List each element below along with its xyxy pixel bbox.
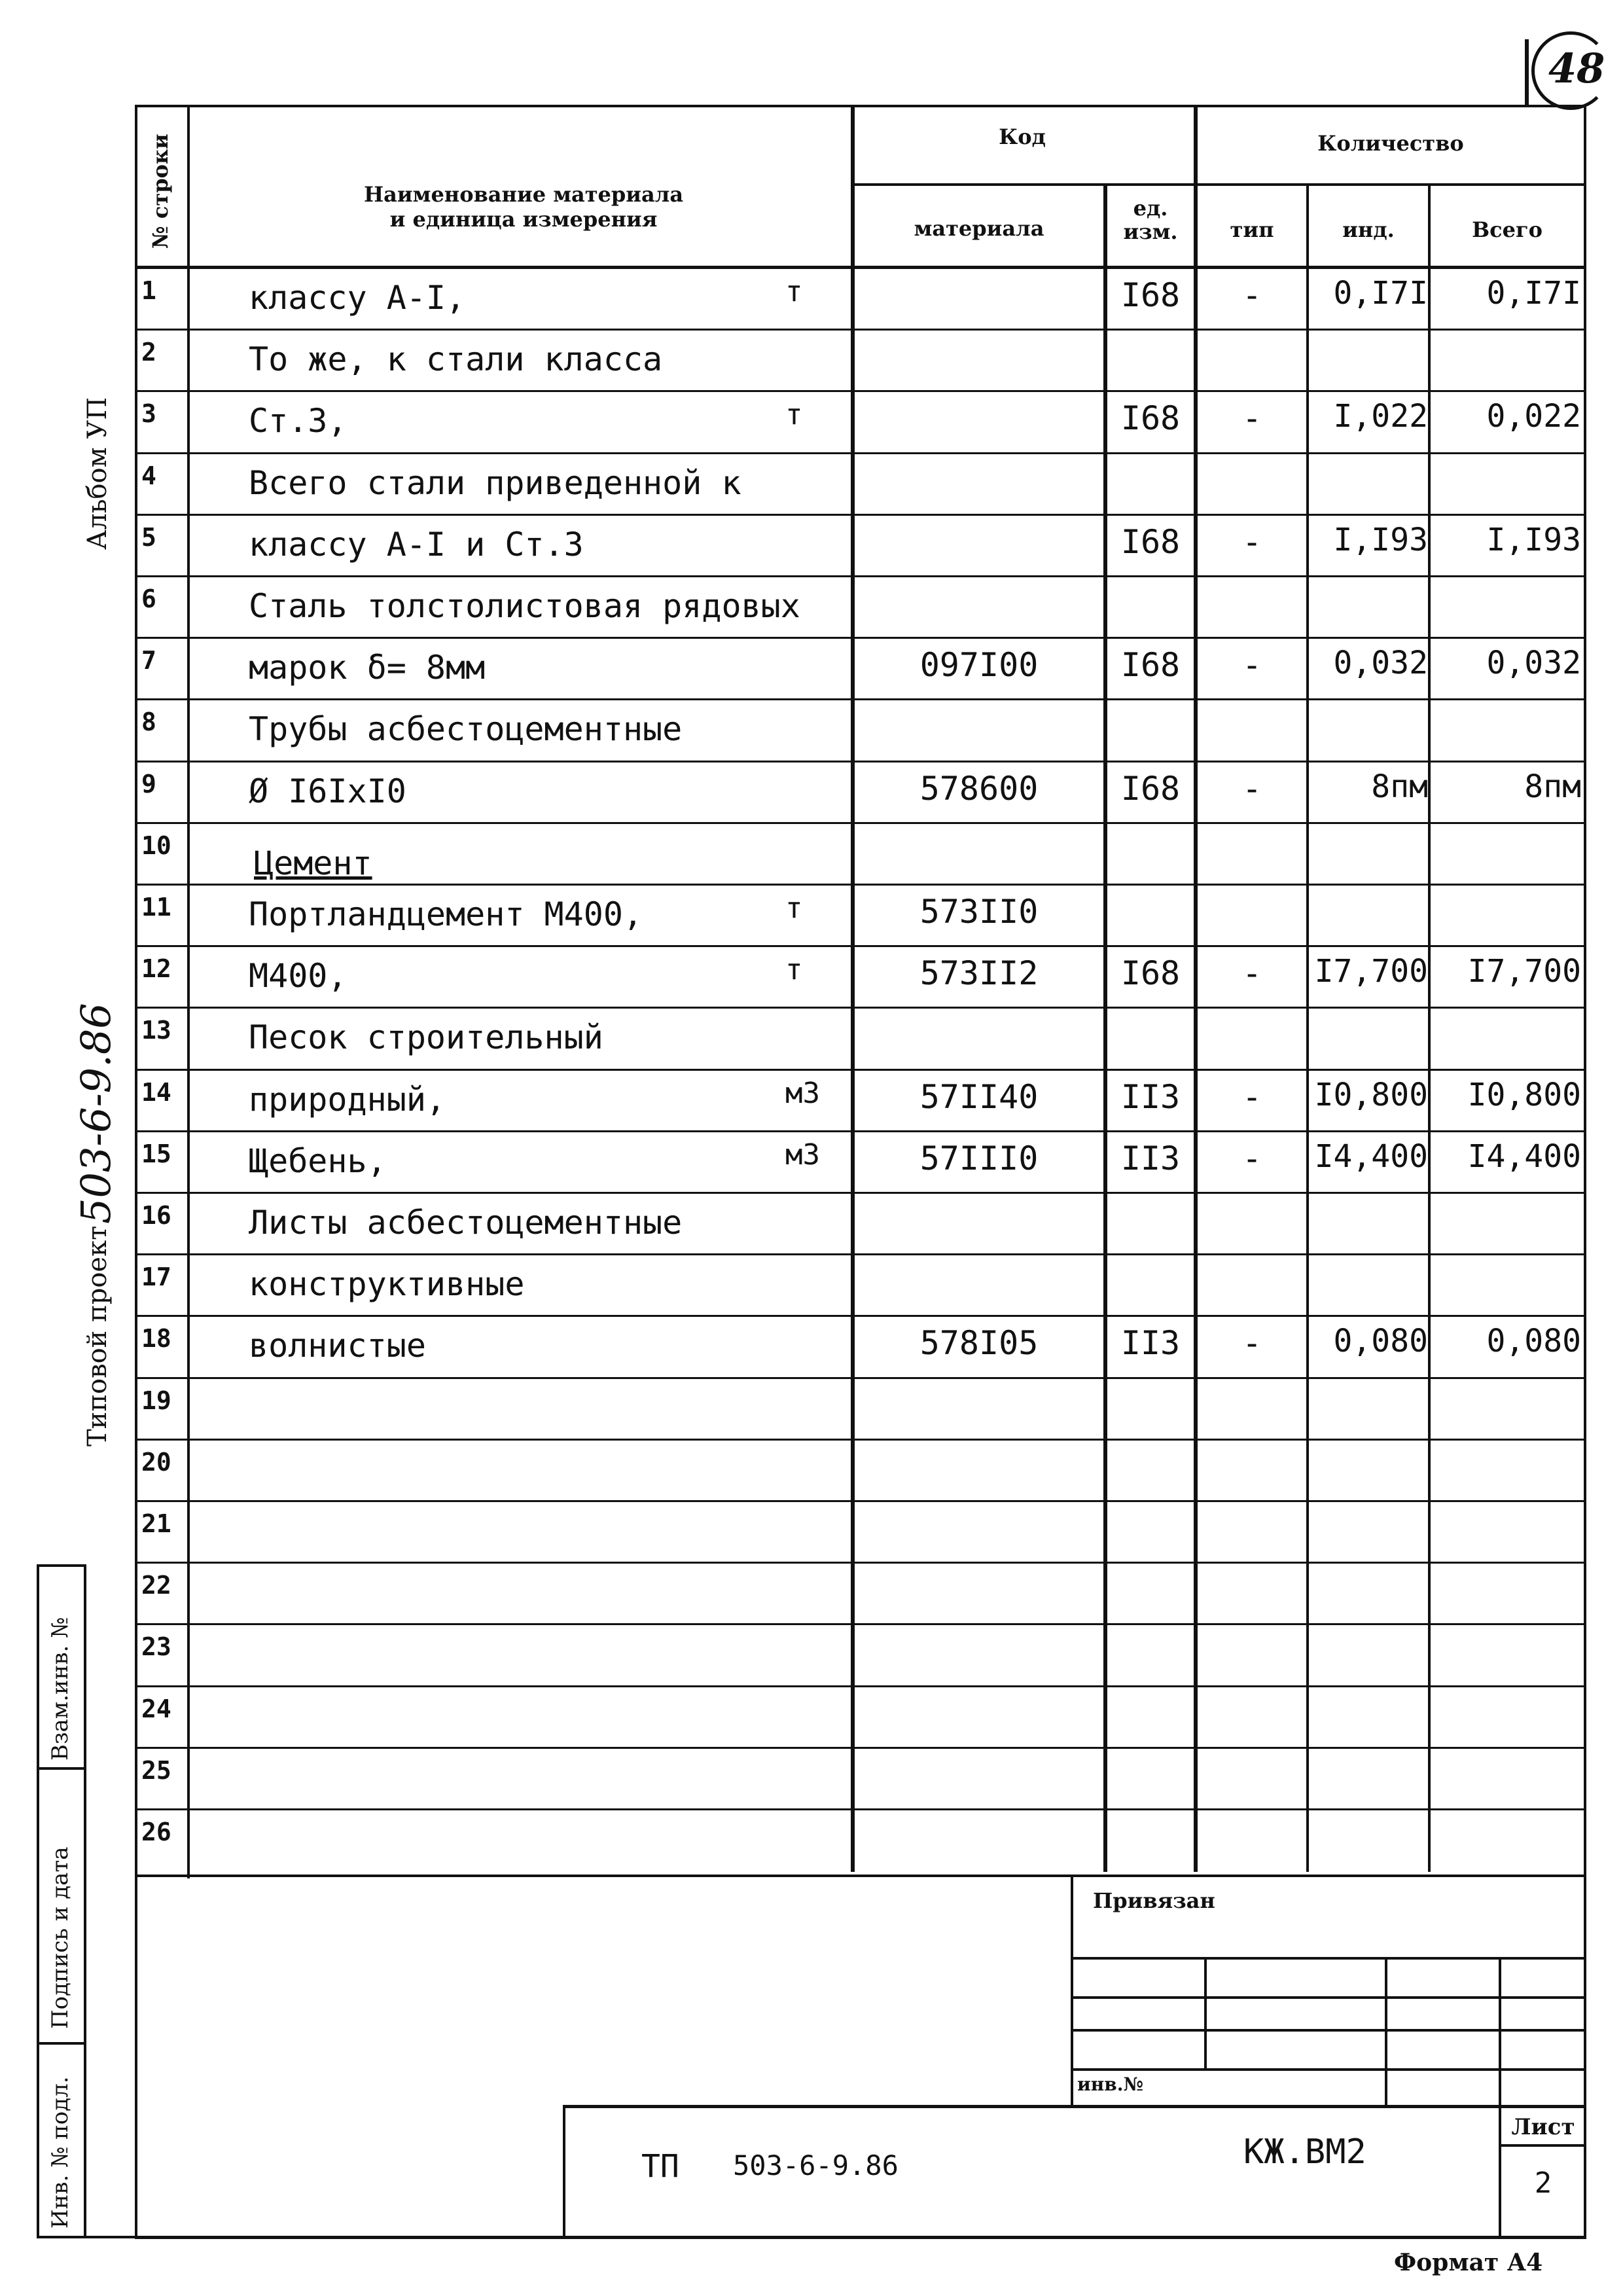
row-typ: - (1241, 1139, 1262, 1177)
row-unit: м3 (785, 1138, 820, 1172)
row-number: 12 (141, 954, 171, 983)
row-total: I4,400 (1467, 1138, 1581, 1175)
stamp-list-no: 2 (1534, 2166, 1552, 2200)
row-typ: - (1241, 646, 1262, 684)
row-ind: 0,080 (1333, 1323, 1428, 1359)
header-name: Наименование материала и единица измерения (363, 182, 684, 232)
row-number: 5 (141, 523, 156, 552)
stamp-inv-no: инв.№ (1077, 2073, 1143, 2095)
row-name: Трубы асбестоцементные (249, 710, 683, 748)
row-ed: I68 (1120, 523, 1181, 561)
row-number: 13 (141, 1016, 171, 1045)
row-ed: I68 (1120, 770, 1181, 808)
stamp-tp: ТП (641, 2148, 679, 2185)
header-code-group: Код (999, 124, 1046, 149)
row-typ: - (1241, 1324, 1262, 1362)
row-number: 24 (141, 1695, 171, 1723)
row-code: 573II0 (919, 893, 1039, 931)
row-name: природный, (249, 1081, 446, 1119)
row-typ: - (1241, 1078, 1262, 1116)
row-total: 0,032 (1486, 645, 1581, 681)
row-number: 10 (141, 831, 171, 860)
row-number: 18 (141, 1324, 171, 1353)
row-number: 1 (141, 276, 156, 305)
row-code: 57II40 (919, 1078, 1039, 1116)
row-ind: I,I93 (1333, 522, 1428, 558)
side-signature-date: Подпись и дата (47, 1846, 73, 2029)
row-number: 6 (141, 584, 156, 613)
row-name: марок δ= 8мм (249, 649, 486, 687)
side-inv-podl: Инв. № подл. (47, 2076, 73, 2229)
header-qty-total: Всего (1472, 217, 1543, 242)
row-code: 097I00 (919, 646, 1039, 684)
row-code: 57III0 (919, 1139, 1039, 1177)
row-total: 0,022 (1486, 398, 1581, 435)
row-number: 4 (141, 461, 156, 490)
row-number: 7 (141, 646, 156, 675)
row-total: I0,800 (1467, 1077, 1581, 1113)
row-name: Ø I6IxI0 (249, 772, 406, 810)
row-total: 0,080 (1486, 1323, 1581, 1359)
row-unit: м3 (785, 1077, 820, 1110)
row-number: 15 (141, 1139, 171, 1168)
row-name: Портландцемент М400, (249, 895, 643, 933)
row-ind: I0,800 (1314, 1077, 1428, 1113)
row-number: 26 (141, 1818, 171, 1846)
header-row-no: № строки (148, 134, 173, 249)
row-number: 23 (141, 1632, 171, 1661)
row-unit: т (785, 275, 803, 308)
row-name: классу А-I и Ст.3 (249, 526, 584, 564)
row-unit: т (785, 953, 803, 986)
row-number: 11 (141, 893, 171, 922)
row-number: 3 (141, 399, 156, 428)
side-album: Альбом УП (82, 397, 113, 550)
row-ed: II3 (1120, 1139, 1181, 1177)
sheet-mark-number: 48 (1548, 45, 1605, 92)
row-name: Песок строительный (249, 1018, 603, 1056)
row-code: 578I05 (919, 1324, 1039, 1362)
row-ed: II3 (1120, 1324, 1181, 1362)
stamp-tp-code: 503-6-9.86 (733, 2149, 899, 2181)
row-total: 0,I7I (1486, 275, 1581, 312)
stamp-privyazan: Привязан (1093, 1888, 1215, 1913)
row-ind: I4,400 (1314, 1138, 1428, 1175)
row-ed: I68 (1120, 276, 1181, 314)
side-project-code: 503-6-9.86 (72, 1003, 120, 1224)
row-code: 573II2 (919, 954, 1039, 992)
row-ind: I,022 (1333, 398, 1428, 435)
row-number: 8 (141, 708, 156, 736)
row-ind: I7,700 (1314, 953, 1428, 990)
row-total: I,I93 (1486, 522, 1581, 558)
header-qty-group: Количество (1317, 131, 1464, 156)
header-code-material: материала (914, 216, 1044, 241)
row-name: То же, к стали класса (249, 340, 663, 378)
header-qty-ind: инд. (1342, 217, 1395, 242)
row-typ: - (1241, 523, 1262, 561)
side-project: Типовой проект (82, 1225, 113, 1446)
cement-heading: Цемент (254, 844, 372, 882)
row-typ: - (1241, 276, 1262, 314)
row-name: Ст.3, (249, 402, 348, 440)
row-ind: 0,032 (1333, 645, 1428, 681)
row-number: 22 (141, 1571, 171, 1600)
row-unit: т (785, 891, 803, 925)
row-unit: т (785, 398, 803, 431)
side-vzam-inv: Взам.инв. № (47, 1617, 73, 1761)
row-name: волнистые (249, 1327, 426, 1365)
row-number: 9 (141, 770, 156, 798)
row-ind: 8пм (1371, 768, 1428, 805)
row-number: 16 (141, 1201, 171, 1230)
row-ed: I68 (1120, 954, 1181, 992)
row-ind: 0,I7I (1333, 275, 1428, 312)
format-label: Формат А4 (1394, 2249, 1543, 2276)
row-name: Щебень, (249, 1142, 387, 1180)
row-total: I7,700 (1467, 953, 1581, 990)
header-qty-typ: тип (1230, 217, 1274, 242)
stamp-doc-code: КЖ.ВМ2 (1243, 2132, 1366, 2172)
row-typ: - (1241, 399, 1262, 437)
row-total: 8пм (1524, 768, 1581, 805)
row-typ: - (1241, 954, 1262, 992)
row-number: 21 (141, 1509, 171, 1538)
sheet-mark-bar (1525, 39, 1529, 105)
stamp-list-label: Лист (1511, 2114, 1575, 2140)
row-name: Всего стали приведенной к (249, 464, 741, 502)
row-number: 19 (141, 1386, 171, 1415)
row-number: 17 (141, 1263, 171, 1291)
row-name: М400, (249, 957, 348, 995)
row-typ: - (1241, 770, 1262, 808)
row-name: конструктивные (249, 1265, 525, 1303)
row-number: 25 (141, 1756, 171, 1785)
header-code-unit: ед. изм. (1123, 196, 1178, 244)
row-number: 2 (141, 338, 156, 367)
row-code: 578600 (919, 770, 1039, 808)
row-name: Листы асбестоцементные (249, 1204, 683, 1242)
row-ed: II3 (1120, 1078, 1181, 1116)
row-ed: I68 (1120, 399, 1181, 437)
row-name: классу А-I, (249, 279, 466, 317)
row-number: 14 (141, 1078, 171, 1107)
row-number: 20 (141, 1448, 171, 1477)
row-ed: I68 (1120, 646, 1181, 684)
row-name: Сталь толстолистовая рядовых (249, 587, 800, 625)
